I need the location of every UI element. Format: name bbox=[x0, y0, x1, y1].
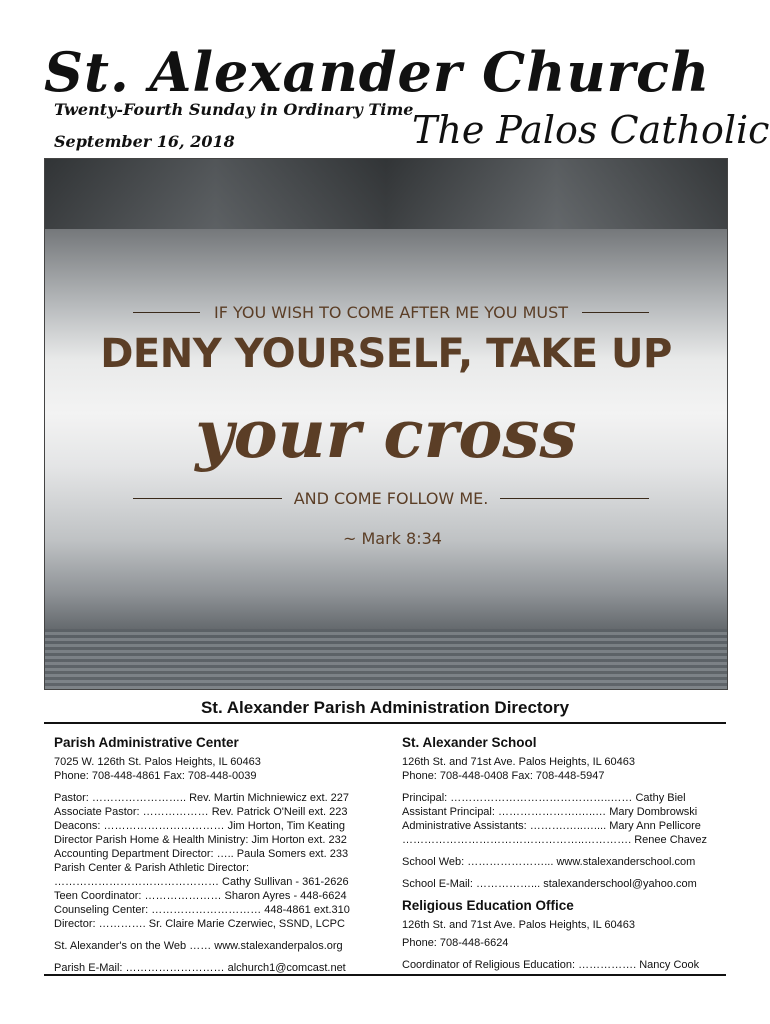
divider bbox=[500, 498, 649, 499]
parish-address: 7025 W. 126th St. Palos Heights, IL 60463 bbox=[54, 756, 261, 768]
parish-web-link[interactable]: St. Alexander's on the Web …… www.stalexanderpalos.org bbox=[54, 940, 343, 952]
scripture-banner bbox=[44, 158, 728, 690]
religious-ed-phone: Phone: 708-448-6624 bbox=[402, 937, 509, 949]
parish-email-link[interactable]: Parish E-Mail: ……………………… alchurch1@comcast.net bbox=[54, 962, 346, 974]
school-address: 126th St. and 71st Ave. Palos Heights, IL 60463 bbox=[402, 756, 635, 768]
divider bbox=[133, 498, 282, 499]
quote-line-4: AND COME FOLLOW ME. bbox=[293, 489, 489, 508]
school-staff-line: Principal: ……………………………………..…… Cathy Biel bbox=[402, 792, 686, 804]
staff-line: Director: …………. Sr. Claire Marie Czerwiec, SSND, LCPC bbox=[54, 918, 345, 930]
directory-title: St. Alexander Parish Administration Directory bbox=[200, 698, 570, 717]
staff-line: Teen Coordinator: ………………… Sharon Ayres - 448-6624 bbox=[54, 890, 347, 902]
school-phone: Phone: 708-448-0408 Fax: 708-448-5947 bbox=[402, 770, 605, 782]
staff-line: Accounting Department Director: ….. Paula Somers ext. 233 bbox=[54, 848, 349, 860]
religious-ed-address: 126th St. and 71st Ave. Palos Heights, IL 60463 bbox=[402, 919, 635, 931]
religious-ed-heading: Religious Education Office bbox=[402, 898, 574, 913]
liturgical-day: Twenty-Fourth Sunday in Ordinary Time bbox=[54, 100, 414, 119]
school-staff-line: …………………………………………..…………. Renee Chavez bbox=[402, 834, 707, 846]
staff-line: Counseling Center: ………………………… 448-4861 ext.310 bbox=[54, 904, 350, 916]
staff-line: Associate Pastor: ……………… Rev. Patrick O'Neill ext. 223 bbox=[54, 806, 348, 818]
divider-top bbox=[44, 722, 726, 724]
staff-line: Director Parish Home & Health Ministry: Jim Horton ext. 232 bbox=[54, 834, 347, 846]
divider-bottom bbox=[44, 974, 726, 976]
quote-line-2: DENY YOURSELF, TAKE UP bbox=[100, 331, 672, 377]
quote-line-4-row bbox=[133, 489, 649, 508]
parish-center-heading: Parish Administrative Center bbox=[54, 735, 239, 750]
school-web-link[interactable]: School Web: …………………... www.stalexanderschool.com bbox=[402, 856, 696, 868]
parish-phone: Phone: 708-448-4861 Fax: 708-448-0039 bbox=[54, 770, 257, 782]
staff-line: ……………………………………… Cathy Sullivan - 361-2626 bbox=[54, 876, 349, 888]
staff-line: Parish Center & Parish Athletic Director: bbox=[54, 862, 250, 874]
religious-ed-coordinator: Coordinator of Religious Education: ……………. Nancy Cook bbox=[402, 959, 700, 971]
divider bbox=[582, 312, 649, 313]
school-column bbox=[402, 736, 722, 972]
school-staff-line: Assistant Principal: ………………….…..… Mary Dombrowski bbox=[402, 806, 698, 818]
publication-name: The Palos Catholic bbox=[412, 108, 770, 152]
parish-center-column bbox=[54, 736, 374, 975]
staff-line: Pastor: …………………….. Rev. Martin Michniewicz ext. 227 bbox=[54, 792, 350, 804]
quote-line-3: your cross bbox=[195, 395, 577, 473]
divider bbox=[133, 312, 200, 313]
staff-line: Deacons: …………………………… Jim Horton, Tim Keating bbox=[54, 820, 345, 832]
church-title: St. Alexander Church bbox=[44, 40, 711, 104]
school-email-link[interactable]: School E-Mail: ……………... stalexanderschool@yahoo.com bbox=[402, 878, 697, 890]
bulletin-date: September 16, 2018 bbox=[54, 132, 235, 151]
school-heading: St. Alexander School bbox=[402, 735, 537, 750]
school-staff-line: Administrative Assistants: ……….…..….... Mary Ann Pellicore bbox=[402, 820, 701, 832]
quote-line-1: IF YOU WISH TO COME AFTER ME YOU MUST bbox=[214, 303, 569, 322]
quote-line-1-row bbox=[133, 303, 649, 322]
quote-citation: ~ Mark 8:34 bbox=[343, 529, 442, 548]
